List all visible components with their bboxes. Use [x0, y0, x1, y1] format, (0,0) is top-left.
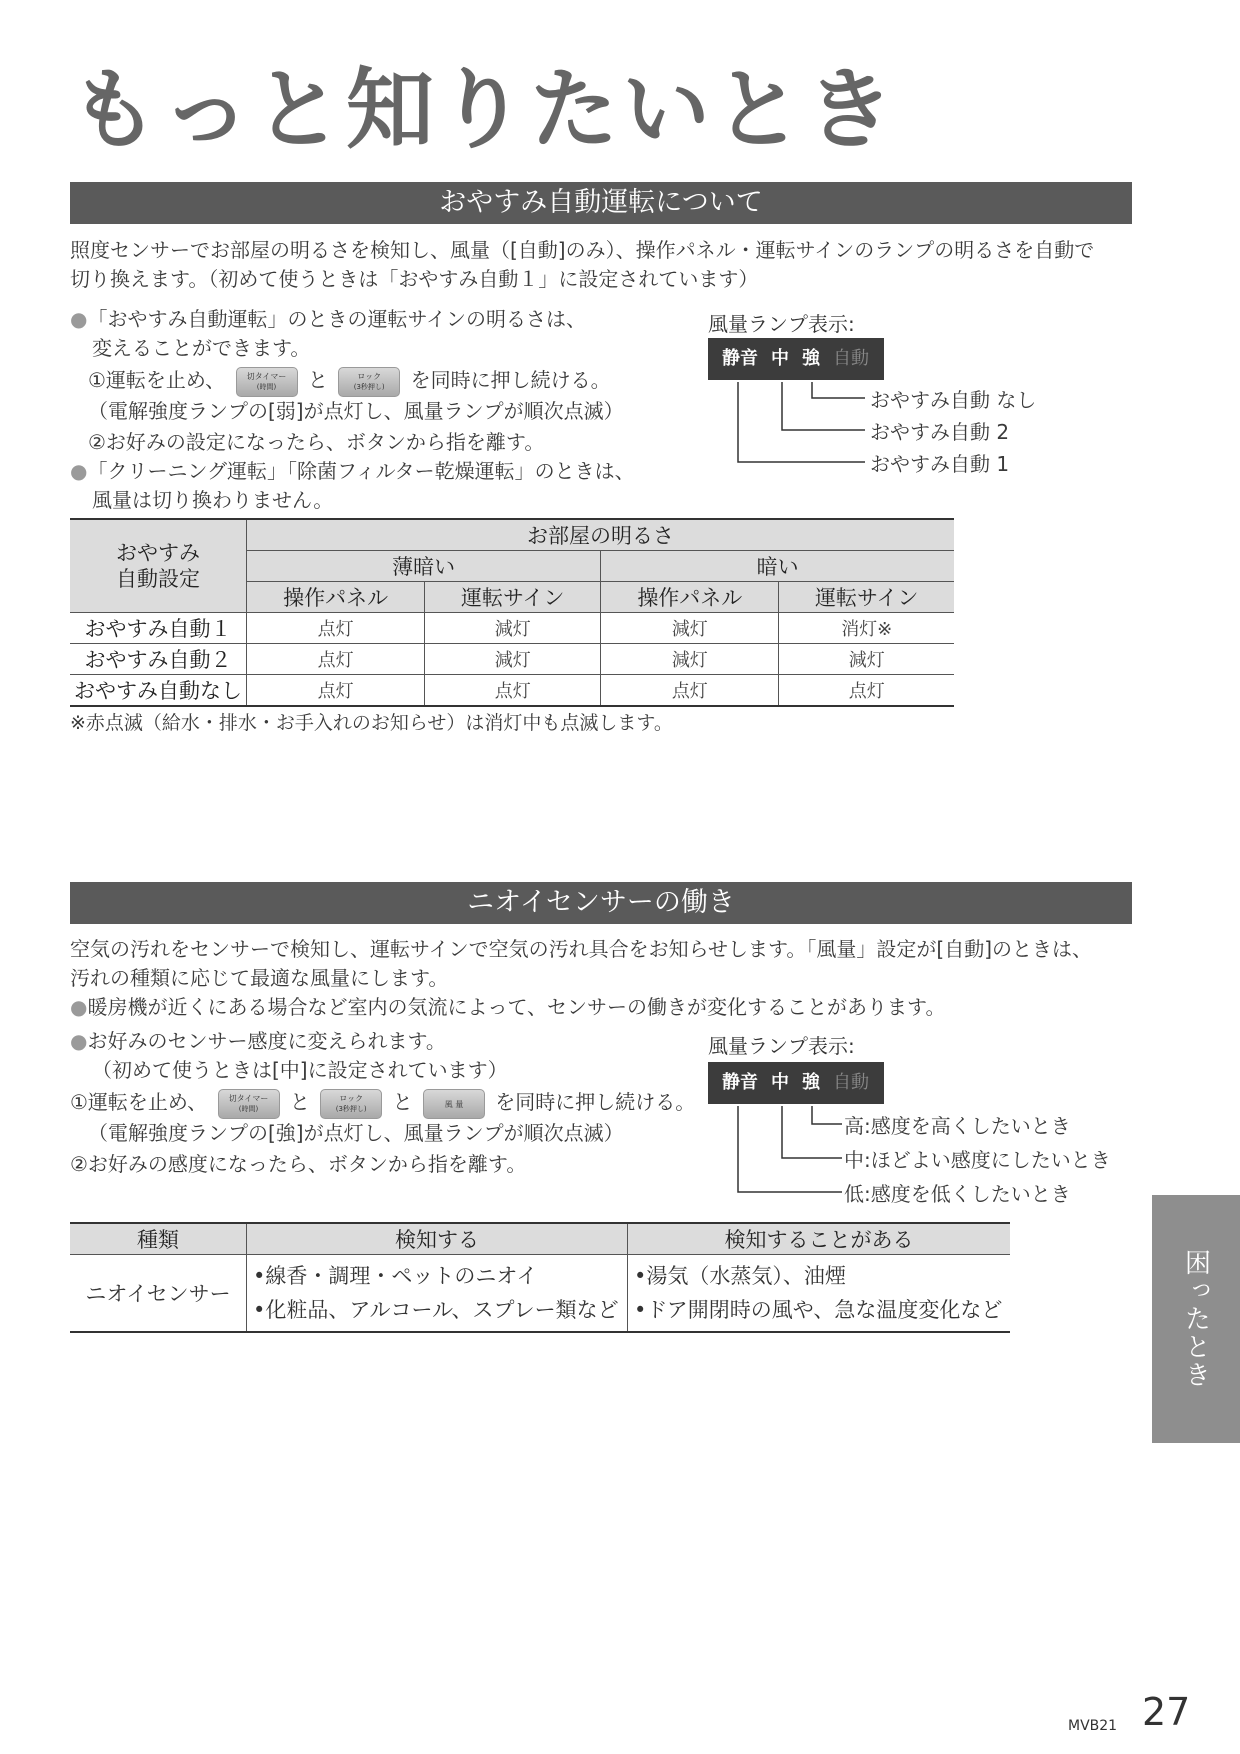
list-item: •化粧品、アルコール、スプレー類など	[253, 1298, 619, 1322]
lamp-medium: 中	[771, 348, 789, 369]
step-text: と	[289, 1090, 310, 1114]
step-text: ①運転を止め、	[88, 368, 226, 392]
bullet-text: お好みのセンサー感度に変えられます。	[87, 1029, 446, 1053]
step-text: と	[392, 1090, 413, 1114]
lamp-medium: 中	[771, 1072, 789, 1093]
table-group-header: お部屋の明るさ	[247, 519, 955, 551]
intro-line: 汚れの種類に応じて最適な風量にします。	[70, 966, 449, 990]
intro-line: 切り換えます。（初めて使うときは「おやすみ自動１」に設定されています）	[70, 267, 759, 291]
lamp-leader-lines	[700, 1102, 850, 1202]
table-cell: 減灯	[425, 613, 601, 644]
table-cell: 減灯	[601, 613, 779, 644]
step-1-note: （電解強度ランプの[強]が点灯し、風量ランプが順次点滅）	[88, 1121, 624, 1145]
table-cell: 点灯	[247, 675, 425, 707]
lamp-desc: おやすみ自動 2	[870, 420, 1010, 444]
table-row	[70, 644, 954, 675]
key-sublabel: (3秒押し)	[353, 382, 385, 391]
row-label: おやすみ自動なし	[70, 675, 247, 707]
lamp-auto: 自動	[833, 1072, 869, 1093]
table-col-header: 検知することがある	[628, 1223, 1011, 1255]
table-cell: 点灯	[247, 613, 425, 644]
section1-intro	[70, 236, 1140, 294]
intro-line: 空気の汚れをセンサーで検知し、運転サインで空気の汚れ具合をお知らせします。「風量」設定が[自動]のときは、	[70, 937, 1093, 961]
bullet-text: （初めて使うときは[中]に設定されています）	[92, 1058, 508, 1082]
table-col-header: 種類	[70, 1223, 247, 1255]
table-cell: 点灯	[425, 675, 601, 707]
lamp-auto: 自動	[833, 348, 869, 369]
table-cell: 減灯	[425, 644, 601, 675]
table-col-header: 運転サイン	[425, 582, 601, 613]
table-col-header: 検知する	[247, 1223, 628, 1255]
odor-sensor-table	[70, 1222, 1010, 1333]
lamp-quiet: 静音	[722, 1072, 758, 1093]
lamp-display-label: 風量ランプ表示:	[708, 312, 855, 336]
lamp-display-label: 風量ランプ表示:	[708, 1034, 855, 1058]
fan-key-icon	[423, 1089, 485, 1119]
lamp-quiet: 静音	[722, 348, 758, 369]
key-sublabel: (時間)	[238, 1104, 259, 1113]
lamp-strong: 強	[802, 1072, 820, 1093]
brightness-table	[70, 518, 954, 707]
bullet-icon: ●	[70, 307, 88, 331]
row-label: おやすみ自動１	[70, 613, 247, 644]
table-cell: 点灯	[779, 675, 954, 707]
maybe-detect-cell	[628, 1255, 1011, 1333]
key-label: ロック	[357, 371, 382, 381]
side-tab-troubleshooting[interactable]: 困ったとき	[1152, 1195, 1240, 1443]
table-cell: 点灯	[247, 644, 425, 675]
fan-lamp-panel	[708, 1062, 884, 1104]
lamp-desc: 低:感度を低くしたいとき	[844, 1182, 1071, 1206]
key-label: 風 量	[444, 1099, 464, 1109]
list-item: •湯気（水蒸気）、油煙	[634, 1264, 846, 1288]
fan-lamp-panel	[708, 338, 884, 380]
section2-intro	[70, 935, 1140, 1022]
bullet-text: 変えることができます。	[92, 336, 311, 360]
section2-instructions	[70, 1027, 695, 1179]
table-subgroup-header: 暗い	[601, 551, 954, 582]
row-label: おやすみ自動２	[70, 644, 247, 675]
list-item: •ドア開閉時の風や、急な温度変化など	[634, 1298, 1003, 1322]
key-label: 切タイマー	[246, 371, 287, 381]
lamp-strong: 強	[802, 348, 820, 369]
bullet-icon: ●	[70, 459, 88, 483]
step-text: ①運転を止め、	[70, 1090, 208, 1114]
page-title: もっと知りたいとき	[70, 58, 899, 161]
lamp-desc: おやすみ自動 なし	[870, 388, 1037, 412]
bullet-icon: ●	[70, 995, 88, 1019]
step-1	[70, 1085, 695, 1119]
table-col-header: 操作パネル	[247, 582, 425, 613]
key-label: 切タイマー	[228, 1093, 269, 1103]
step-1-note: （電解強度ランプの[弱]が点灯し、風量ランプが順次点滅）	[88, 399, 624, 423]
lamp-desc: おやすみ自動 1	[870, 452, 1010, 476]
step-text: を同時に押し続ける。	[410, 368, 611, 392]
lamp-desc: 中:ほどよい感度にしたいとき	[844, 1148, 1111, 1172]
key-sublabel: (3秒押し)	[335, 1104, 367, 1113]
table-cell: 減灯	[779, 644, 954, 675]
table-corner-header: おやすみ 自動設定	[70, 519, 247, 613]
bullet-text: 「クリーニング運転」「除菌フィルター乾燥運転」のときは、	[87, 459, 635, 483]
section-heading-oyasumi: おやすみ自動運転について	[70, 182, 1132, 224]
step-text: を同時に押し続ける。	[495, 1090, 696, 1114]
lock-key-icon	[338, 367, 400, 397]
section-heading-odor-sensor: ニオイセンサーの働き	[70, 882, 1132, 924]
lock-key-icon	[320, 1089, 382, 1119]
table-row	[70, 1255, 1010, 1333]
table-cell: 消灯※	[779, 613, 954, 644]
table-col-header: 運転サイン	[779, 582, 954, 613]
list-item: •線香・調理・ペットのニオイ	[253, 1264, 538, 1288]
intro-line: 照度センサーでお部屋の明るさを検知し、風量（[自動]のみ）、操作パネル・運転サインのランプの明るさを自動で	[70, 238, 1095, 262]
table-footnote: ※赤点滅（給水・排水・お手入れのお知らせ）は消灯中も点滅します。	[70, 712, 673, 734]
bullet-text: 「おやすみ自動運転」のときの運転サインの明るさは、	[87, 307, 587, 331]
table-cell: 点灯	[601, 675, 779, 707]
table-cell: 減灯	[601, 644, 779, 675]
bullet-text: 風量は切り換わりません。	[92, 488, 334, 512]
step-1	[70, 363, 635, 397]
bullet-text: 暖房機が近くにある場合など室内の気流によって、センサーの働きが変化することがあります。	[87, 995, 946, 1019]
detect-cell	[247, 1255, 628, 1333]
page-number: 27	[1142, 1690, 1191, 1734]
model-code: MVB21	[1068, 1718, 1118, 1734]
lamp-leader-lines	[700, 378, 870, 478]
table-row	[70, 675, 954, 707]
key-sublabel: (時間)	[256, 382, 277, 391]
timer-key-icon	[236, 367, 298, 397]
row-label: ニオイセンサー	[70, 1255, 247, 1333]
lamp-desc: 高:感度を高くしたいとき	[844, 1114, 1071, 1138]
step-text: と	[307, 368, 328, 392]
table-subgroup-header: 薄暗い	[247, 551, 601, 582]
section1-instructions	[70, 305, 635, 515]
key-label: ロック	[339, 1093, 364, 1103]
step-2: ②お好みの感度になったら、ボタンから指を離す。	[70, 1152, 527, 1176]
table-row	[70, 613, 954, 644]
timer-key-icon	[218, 1089, 280, 1119]
bullet-icon: ●	[70, 1029, 88, 1053]
step-2: ②お好みの設定になったら、ボタンから指を離す。	[88, 430, 545, 454]
table-col-header: 操作パネル	[601, 582, 779, 613]
